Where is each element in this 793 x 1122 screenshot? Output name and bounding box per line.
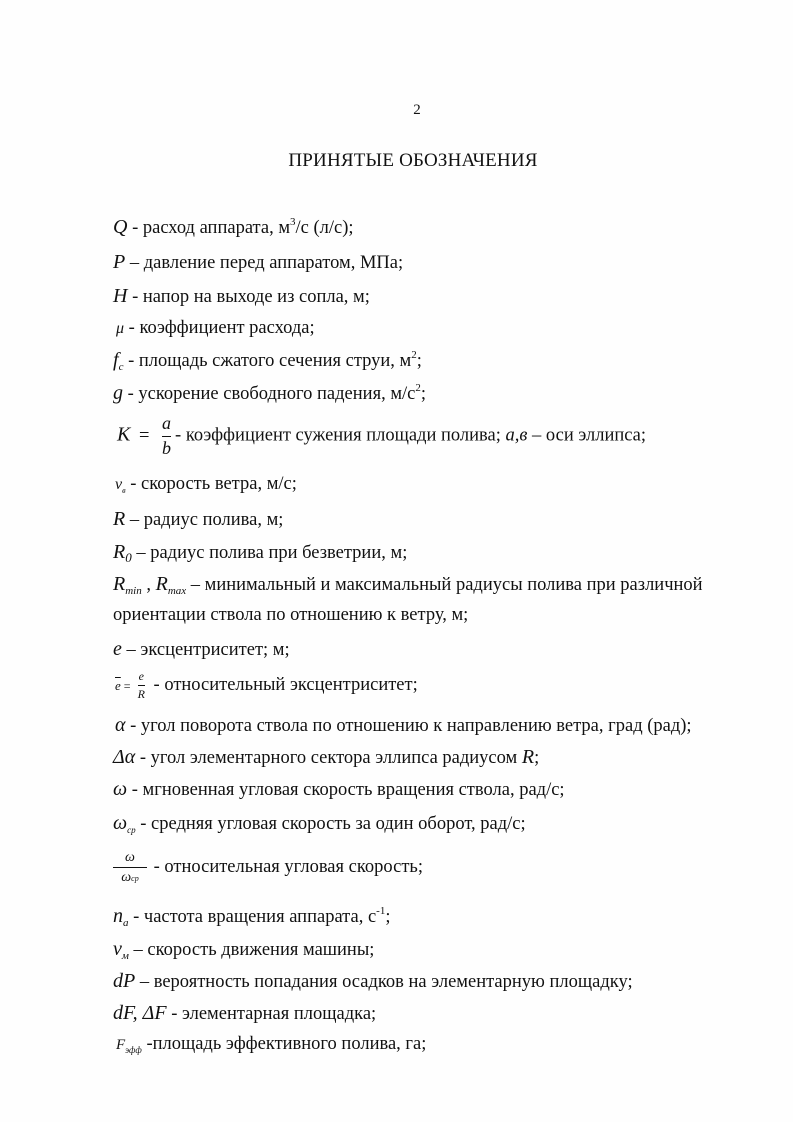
notation-dp: dP – вероятность попадания осадков на элементарную площадку; — [113, 970, 633, 992]
notation-df: dF, ΔF - элементарная площадка; — [113, 1002, 377, 1024]
notation-fc: $f_c$ - площадь сжатого сечения струи, $м^2$; — [113, 349, 422, 373]
fraction-e-over-r: $\frac{e}{R}$ — [137, 669, 145, 702]
notation-alpha: α - угол поворота ствола по отношению к направлению ветра, град (рад); — [115, 714, 692, 736]
page-number: 2 — [413, 102, 421, 118]
notation-h: H - напор на выходе из сопла, м; — [113, 285, 370, 307]
notation-omega: ω - мгновенная угловая скорость вращения ствола, рад/с; — [113, 778, 565, 800]
notation-p: P – давление перед аппаратом, МПа; — [113, 251, 404, 273]
fraction-omega-over-omega-avg: $\frac{\omega}{\text{ωср}}$ — [113, 850, 147, 886]
notation-g: g - ускорение свободного падения, $м/с^2$; — [113, 382, 427, 404]
page-title: ПРИНЯТЫЕ ОБОЗНАЧЕНИЯ — [288, 150, 538, 171]
notation-vm: $v_м$ – скорость движения машины; — [113, 938, 375, 962]
notation-e: e – эксцентриситет; м; — [113, 638, 290, 660]
notation-q: Q - расход аппарата, $м^3/с$ (л/с); — [113, 216, 354, 238]
notation-rmin-rmax: $R_{min}$ , $R_{max}$ – минимальный и максимальный радиусы полива при различной — [113, 573, 703, 597]
notation-k: K = $\frac{a}{b}$ - коэффициент сужения площади полива; а,в – оси эллипса; — [117, 413, 647, 458]
notation-omega-average: $\omega_{ср}$ - средняя угловая скорость за один оборот, рад/с; — [113, 812, 526, 835]
notation-wind-speed: $v_в$ - скорость ветра, м/с; — [115, 474, 297, 495]
notation-r0: $R_0$ – радиус полива при безветрии, м; — [113, 541, 408, 565]
fraction-a-over-b: $\frac{a}{b}$ — [162, 413, 172, 458]
notation-r: R – радиус полива, м; — [113, 508, 284, 530]
notation-relative-eccentricity: $\overline{e}$ = $\frac{e}{R}$ - относительный эксцентриситет; — [115, 669, 418, 702]
notation-rmin-rmax-continued: ориентации ствола по отношению к ветру, м; — [113, 605, 469, 625]
notation-na: $n_a$ - частота вращения аппарата, $с^{-1}$; — [113, 905, 391, 929]
notation-mu: μ - коэффициент расхода; — [116, 318, 315, 338]
notation-omega-relative: $\frac{\omega}{\text{ωср}}$ - относительная угловая скорость; — [111, 850, 423, 886]
notation-f-eff: $F_{эфф}$ -площадь эффективного полива, га; — [116, 1034, 427, 1055]
notation-delta-alpha: Δα - угол элементарного сектора эллипса радиусом R; — [113, 746, 540, 768]
